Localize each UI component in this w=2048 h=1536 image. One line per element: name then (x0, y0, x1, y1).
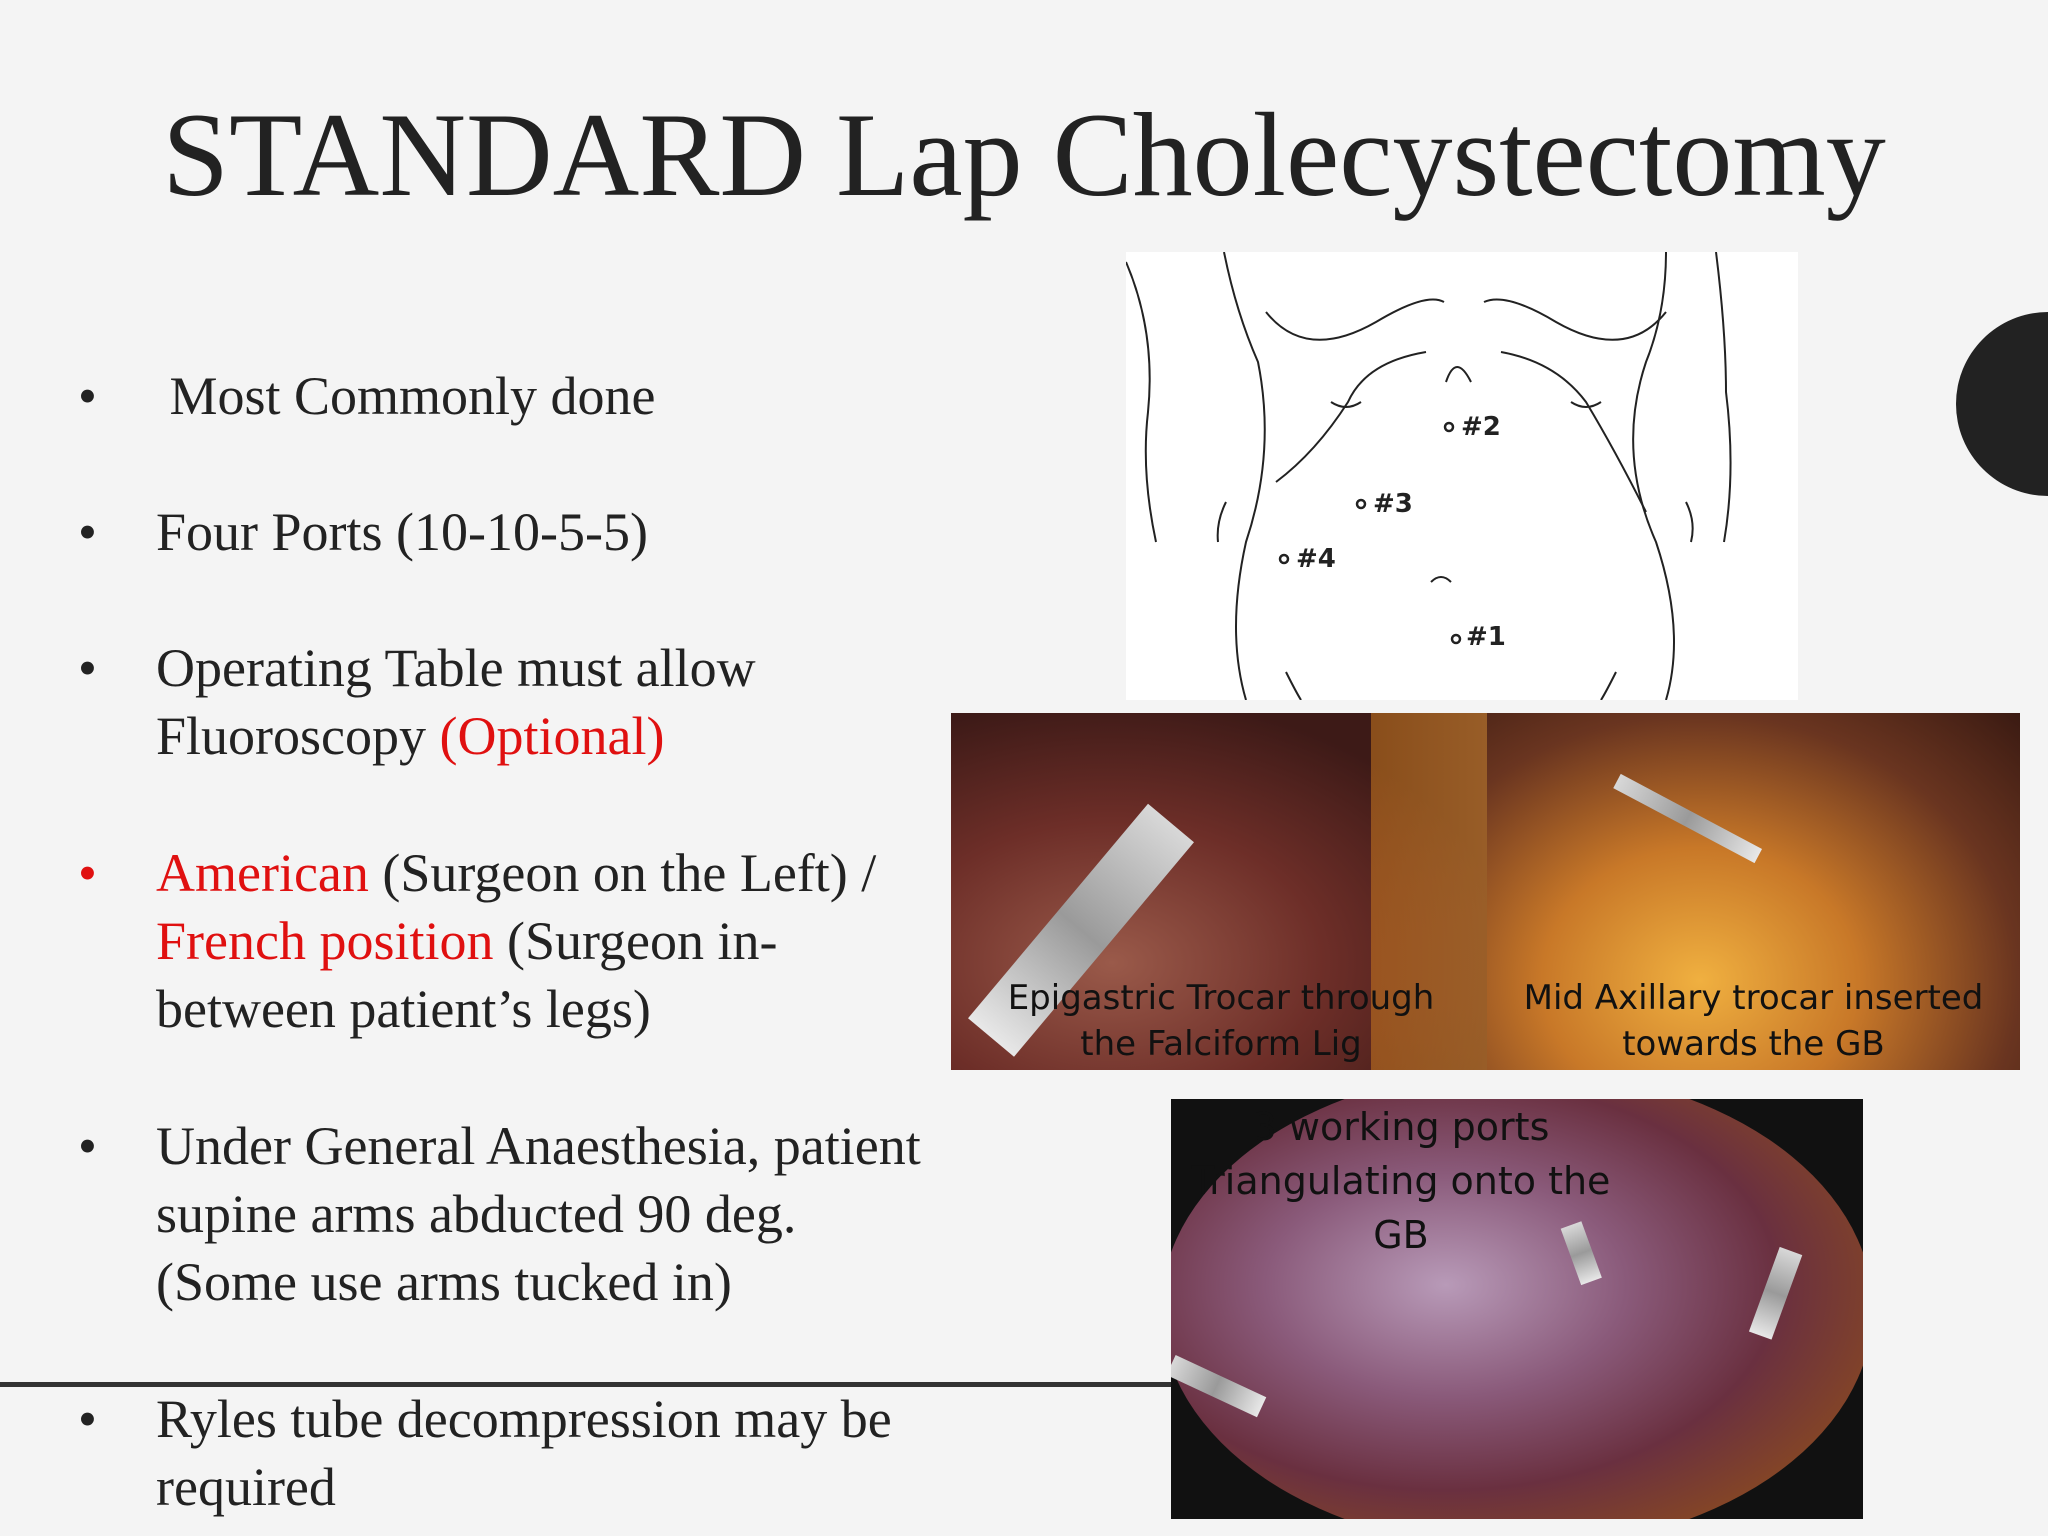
port-label: #3 (1373, 489, 1413, 519)
axillary-caption (1497, 975, 2010, 1067)
port-marker (1452, 635, 1460, 643)
bullet-text-line: Under General Anaesthesia, patient (156, 1116, 921, 1176)
bullet-text-highlight: American (156, 843, 369, 903)
bullet-text: Four Ports (10-10-5-5) (156, 502, 648, 562)
bullet-text-line: supine arms abducted 90 deg. (156, 1184, 797, 1244)
bullet-text-segment: Fluoroscopy (156, 706, 440, 766)
bullet-text-segment: (Surgeon on the Left) / (368, 843, 877, 903)
epigastric-trocar-photo (951, 713, 1487, 1070)
port-marker (1280, 555, 1288, 563)
bullet-text-line: Ryles tube decompression may be (156, 1389, 892, 1449)
working-ports-caption (1171, 1100, 1631, 1262)
port-label: #2 (1461, 412, 1501, 442)
bullet-marker: • (78, 366, 97, 426)
epigastric-caption (981, 975, 1461, 1067)
bullet-text-line: required (156, 1457, 336, 1517)
bullet-text (156, 839, 1016, 1043)
working-ports-photo (1171, 1099, 1863, 1519)
caption-line: Mid Axillary trocar inserted (1523, 978, 1984, 1018)
caption-line: Triangulating onto the (1191, 1159, 1611, 1203)
torso-outline-drawing (1126, 252, 1798, 700)
bullet-marker: • (78, 843, 97, 903)
port-marker (1445, 423, 1453, 431)
bullet-text (156, 1385, 1016, 1521)
decorative-circle (1956, 312, 2048, 496)
caption-line: towards the GB (1622, 1024, 1885, 1064)
bullet-text: Most Commonly done (156, 366, 656, 426)
port-label: #4 (1296, 544, 1336, 574)
bullet-text-segment: between patient’s legs) (156, 979, 651, 1039)
bullet-marker: • (78, 1389, 97, 1449)
bullet-marker: • (78, 1116, 97, 1176)
port-label: #1 (1466, 622, 1506, 652)
mid-axillary-trocar-photo (1487, 713, 2020, 1070)
port-placement-diagram (1126, 252, 1798, 700)
port-marker (1357, 500, 1365, 508)
caption-line: Epigastric Trocar through (1007, 978, 1435, 1018)
caption-line: GB (1373, 1213, 1429, 1257)
bullet-marker: • (78, 502, 97, 562)
slide-title: STANDARD Lap Cholecystectomy (162, 88, 1886, 221)
bullet-text-segment: (Surgeon in- (493, 911, 778, 971)
caption-line: the Falciform Lig (1080, 1024, 1362, 1064)
bullet-text-line: Operating Table must allow (156, 638, 756, 698)
trocar-instrument (1613, 774, 1762, 863)
bullet-marker: • (78, 638, 97, 698)
bullet-text (156, 1112, 1016, 1316)
caption-line: 3 working ports (1252, 1105, 1550, 1149)
bullet-text-line: (Some use arms tucked in) (156, 1252, 732, 1312)
bullet-text-highlight: French position (156, 911, 494, 971)
horizontal-divider (0, 1382, 1172, 1387)
bullet-text (156, 634, 1016, 770)
bullet-text-highlight: (Optional) (439, 706, 665, 766)
